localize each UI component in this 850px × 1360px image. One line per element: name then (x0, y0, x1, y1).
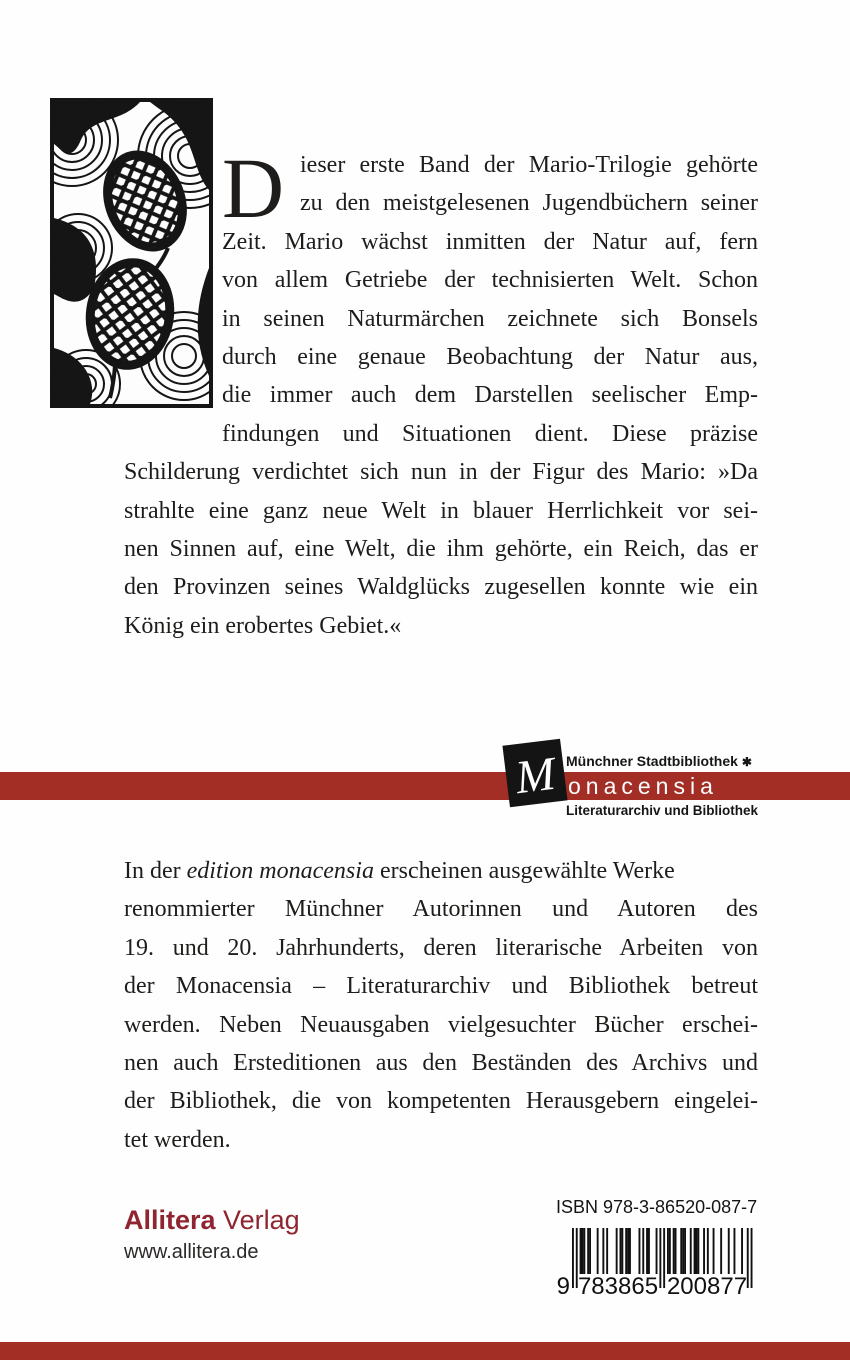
isbn-label: ISBN 978-3-86520-087-7 (556, 1197, 758, 1217)
edition-line-prefix: In der (124, 858, 187, 884)
edition-paragraph-rest (124, 890, 758, 1159)
edition-paragraph (124, 852, 758, 890)
drop-cap: D (222, 140, 285, 236)
edition-line: renommierter Münchner Autorinnen und Autoren des (124, 896, 758, 923)
monacensia-wordmark: onacensia (568, 773, 718, 799)
edition-line-first (124, 852, 758, 890)
blurb-line: König ein erobertes Gebiet.« (124, 612, 402, 639)
blurb-line: Schilderung verdichtet sich nun in der Figur des Mario: »Da (124, 459, 758, 486)
ean-barcode (552, 1228, 762, 1302)
blurb-line: ieser erste Band der Mario-Trilogie gehörte (300, 152, 758, 178)
publisher-website: www.allitera.de (124, 1241, 259, 1263)
edition-line: tet werden. (124, 1126, 231, 1153)
bottom-red-bar (0, 1342, 850, 1360)
blurb-line: durch eine genaue Beobachtung der Natur aus, (222, 343, 758, 370)
blurb-line: strahlte eine ganz neue Welt in blauer Herrlichkeit vor sei- (124, 497, 758, 524)
edition-line: nen auch Ersteditionen aus den Beständen des Archivs und (124, 1049, 758, 1076)
edition-series-name: edition monacensia (186, 858, 374, 884)
publisher-name-bold: Allitera (124, 1205, 216, 1235)
edition-line: der Monacensia – Literaturarchiv und Bibliothek betreut (124, 973, 758, 1000)
blurb-paragraph (124, 140, 758, 645)
literaturarchiv-label: Literaturarchiv und Bibliothek (566, 803, 759, 818)
barcode-digits-right: 200877 (666, 1273, 748, 1300)
stadtbibliothek-label (566, 753, 752, 770)
edition-line: der Bibliothek, die von kompetenten Herausgebern eingelei- (124, 1088, 758, 1115)
barcode-digit-lead: 9 (556, 1273, 570, 1300)
barcode-digits-left: 783865 (577, 1273, 659, 1300)
stadtbibliothek-text: Münchner Stadtbibliothek (566, 753, 738, 769)
blurb-line: in seinen Naturmärchen zeichnete sich Bonsels (222, 305, 758, 332)
blurb-line: Zeit. Mario wächst inmitten der Natur auf, fern (222, 228, 758, 255)
publisher-name-regular: Verlag (215, 1205, 300, 1235)
blurb-line: findungen und Situationen dient. Diese präzise (222, 420, 758, 447)
edition-line: werden. Neben Neuausgaben vielgesuchter Bücher erschei- (124, 1011, 758, 1038)
monacensia-monogram: M (512, 747, 558, 804)
blurb-line: zu den meistgelesenen Jugendbüchern seiner (300, 190, 758, 217)
publisher-logo (124, 1204, 300, 1236)
monacensia-red-band (0, 772, 850, 800)
blurb-line: nen Sinnen auf, eine Welt, die ihm gehörte, ein Reich, das er (124, 535, 758, 562)
edition-line-suffix: erscheinen ausgewählte Werke (373, 858, 675, 884)
edition-line: 19. und 20. Jahrhunderts, deren literarische Arbeiten von (124, 934, 758, 961)
monacensia-logo-square (502, 739, 567, 808)
star-icon: ✱ (741, 755, 752, 769)
blurb-line: die immer auch dem Darstellen seelischer Emp- (222, 382, 758, 409)
blurb-line: den Provinzen seines Waldglücks zugesellen konnte wie ein (124, 574, 758, 601)
blurb-line: von allem Getriebe der technisierten Welt. Schon (222, 267, 758, 294)
